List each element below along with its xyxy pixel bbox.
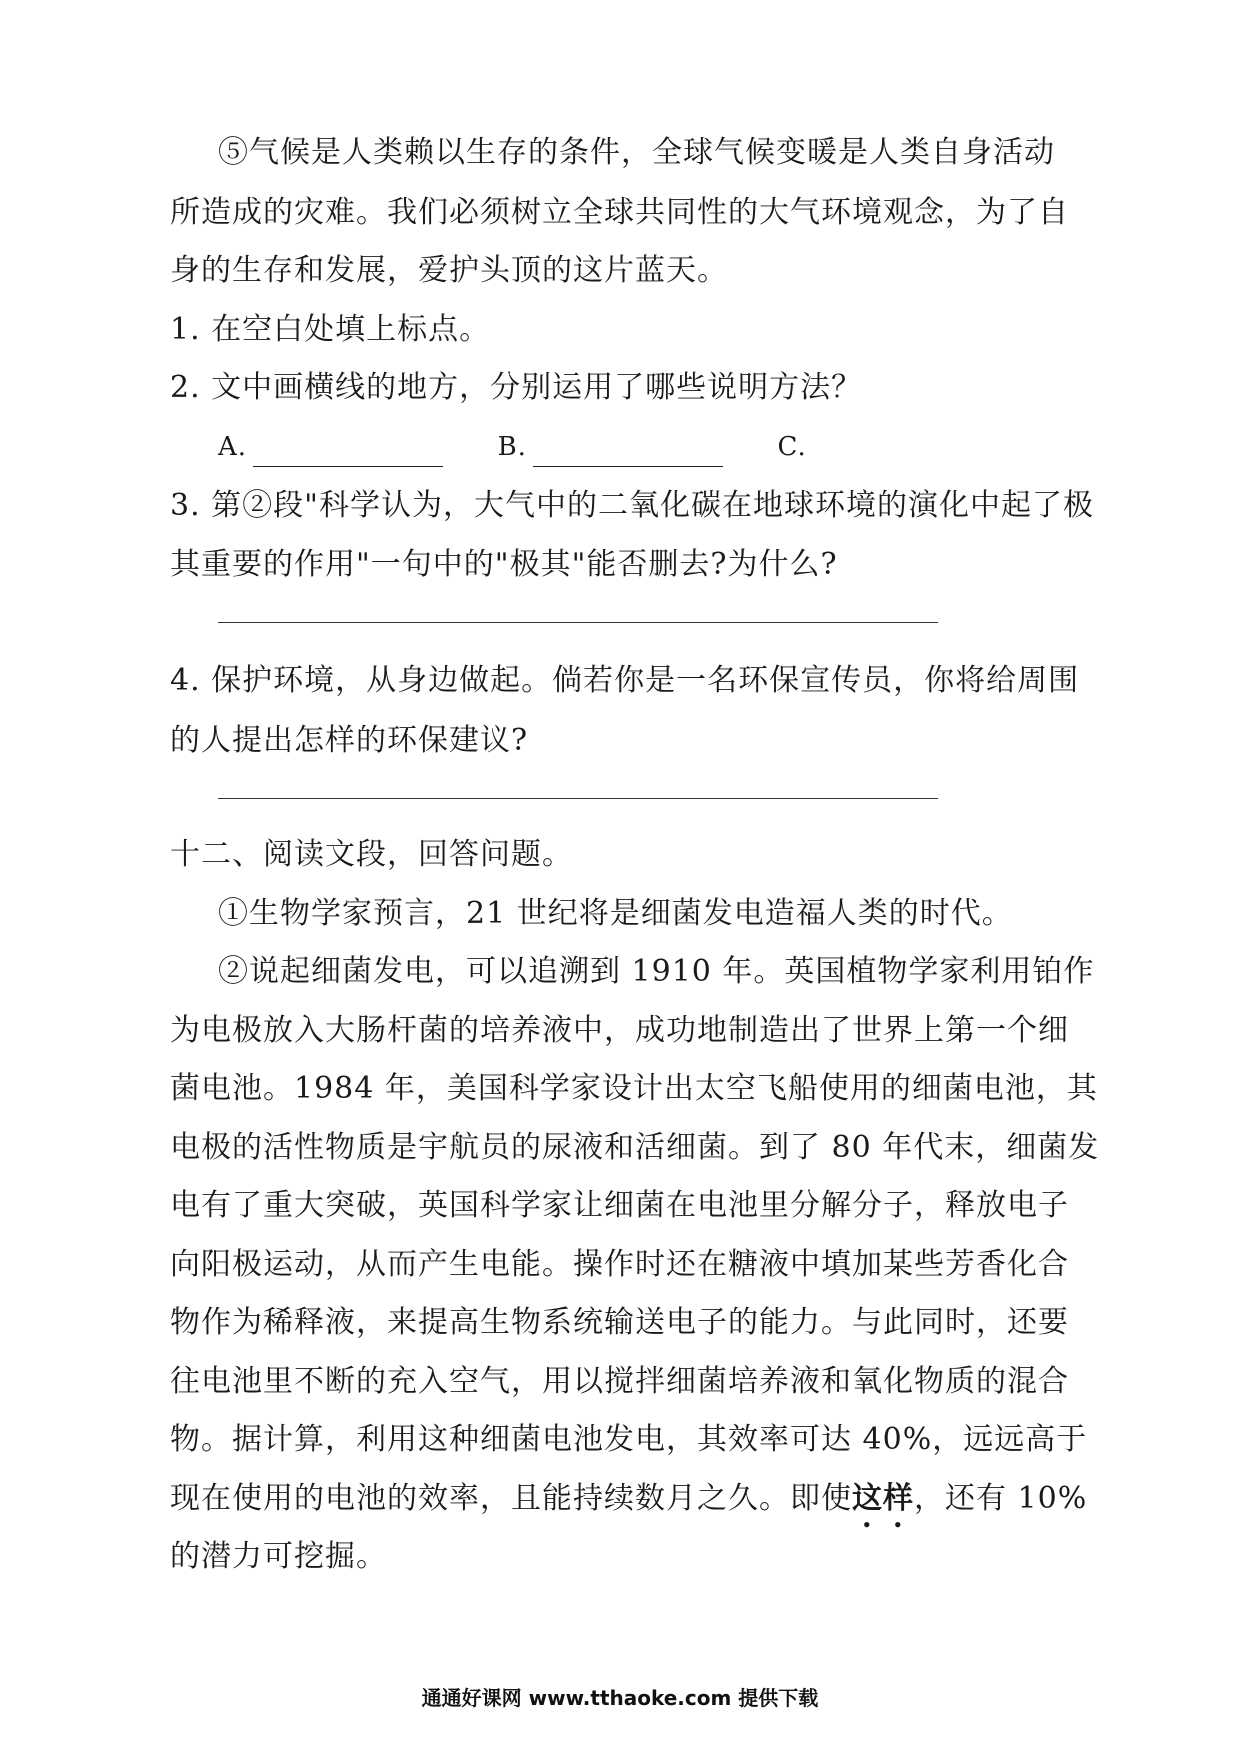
section-12-p2-line-10 xyxy=(170,1479,1087,1534)
footer-credit: 通通好课网 www.tthaoke.com 提供下载 xyxy=(421,1686,819,1710)
option-b-blank[interactable] xyxy=(533,436,723,467)
question-2-options xyxy=(218,427,807,467)
question-1: 1. 在空白处填上标点。 xyxy=(170,312,491,347)
question-4-line-1: 4. 保护环境，从身边做起。倘若你是一名环保宣传员，你将给周围 xyxy=(170,663,1080,698)
question-2: 2. 文中画横线的地方，分别运用了哪些说明方法？ xyxy=(170,370,863,405)
passage5-line-2: 所造成的灾难。我们必须树立全球共同性的大气环境观念，为了自 xyxy=(170,195,1069,230)
passage5-line-1: ⑤气候是人类赖以生存的条件，全球气候变暖是人类自身活动 xyxy=(218,135,1055,170)
section-12-paragraph-1: ①生物学家预言，21 世纪将是细菌发电造福人类的时代。 xyxy=(218,896,1013,931)
question-3-line-2: 其重要的作用"一句中的"极其"能否删去?为什么? xyxy=(170,547,838,582)
option-a-blank[interactable] xyxy=(253,436,443,467)
option-b-label: B. xyxy=(497,432,527,462)
section-12-p2-line-5: 电有了重大突破，英国科学家让细菌在电池里分解分子，释放电子 xyxy=(170,1188,1069,1223)
section-12-heading: 十二、阅读文段，回答问题。 xyxy=(170,837,573,872)
option-c-label: C. xyxy=(777,432,807,462)
section-12-p2-line-7: 物作为稀释液，来提高生物系统输送电子的能力。与此同时，还要 xyxy=(170,1305,1069,1340)
p2-line-10-after: ，还有 10% xyxy=(914,1481,1088,1516)
answer-line-4[interactable] xyxy=(218,798,938,799)
section-12-p2-line-11: 的潜力可挖掘。 xyxy=(170,1539,387,1574)
section-12-p2-line-6: 向阳极运动，从而产生电能。操作时还在糖液中填加某些芳香化合 xyxy=(170,1247,1069,1282)
section-12-p2-line-4: 电极的活性物质是宇航员的尿液和活细菌。到了 80 年代末，细菌发 xyxy=(170,1130,1100,1165)
section-12-p2-line-1: ②说起细菌发电，可以追溯到 1910 年。英国植物学家利用铂作 xyxy=(218,954,1095,989)
section-12-p2-line-3: 菌电池。1984 年，美国科学家设计出太空飞船使用的细菌电池，其 xyxy=(170,1071,1098,1106)
passage5-line-3: 身的生存和发展，爱护头顶的这片蓝天。 xyxy=(170,253,728,288)
answer-line-3[interactable] xyxy=(218,622,938,623)
option-a-label: A. xyxy=(218,432,248,462)
question-4-line-2: 的人提出怎样的环保建议? xyxy=(170,723,529,758)
question-3-line-1: 3. 第②段"科学认为，大气中的二氧化碳在地球环境的演化中起了极 xyxy=(170,488,1094,523)
emphasized-word: 这样 xyxy=(852,1481,914,1516)
section-12-p2-line-9: 物。据计算，利用这种细菌电池发电，其效率可达 40%，远远高于 xyxy=(170,1422,1088,1457)
section-12-p2-line-8: 往电池里不断的充入空气，用以搅拌细菌培养液和氧化物质的混合 xyxy=(170,1364,1069,1399)
section-12-p2-line-2: 为电极放入大肠杆菌的培养液中，成功地制造出了世界上第一个细 xyxy=(170,1013,1069,1048)
p2-line-10-before: 现在使用的电池的效率，且能持续数月之久。即使 xyxy=(170,1481,852,1516)
